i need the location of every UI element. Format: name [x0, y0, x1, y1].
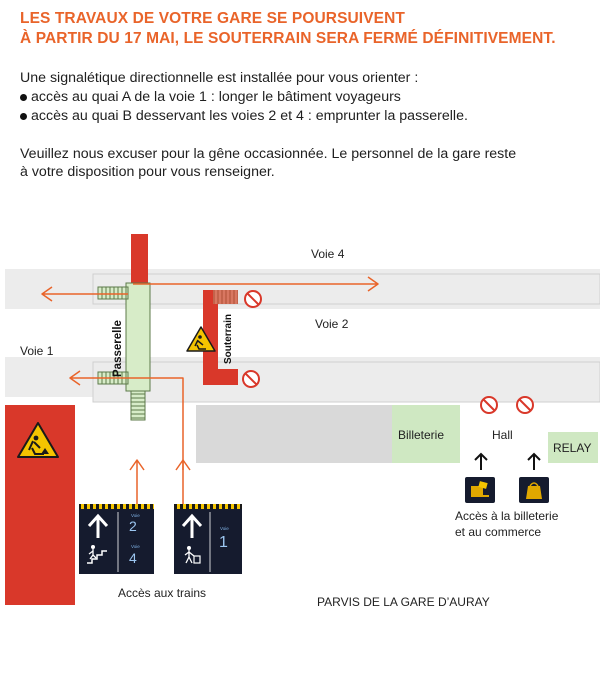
notice-intro: Une signalétique directionnelle est installée pour vous orienter :: [20, 70, 419, 86]
no-entry-icon: [517, 397, 533, 413]
sign-quai-b: [79, 504, 154, 574]
notice-apology-line2: à votre disposition pour vous renseigner.: [20, 164, 275, 180]
passerelle-stairs-top: [98, 287, 128, 299]
acces-trains-label: Accès aux trains: [118, 586, 207, 600]
no-entry-icon: [243, 371, 259, 387]
relay-label: RELAY: [553, 441, 592, 455]
notice-title-line2: À PARTIR DU 17 MAI, LE SOUTERRAIN SERA FERMÉ DÉFINITIVEMENT.: [20, 30, 556, 47]
passerelle-walkway: [126, 283, 150, 391]
acces-billeterie-line2: et au commerce: [455, 525, 542, 539]
platform-quai-b: [93, 274, 600, 304]
souterrain-stairs-top: [213, 290, 238, 304]
passerelle-stairs-bottom: [131, 391, 145, 420]
passerelle-red-extension: [131, 234, 148, 286]
sign-voie-4-number: 4: [129, 550, 137, 566]
no-entry-icon: [245, 291, 261, 307]
station-building: [196, 405, 392, 463]
notice-title-line1: LES TRAVAUX DE VOTRE GARE SE POURSUIVENT: [20, 10, 405, 27]
souterrain-label: Souterrain: [223, 313, 234, 364]
voie-4-label: Voie 4: [311, 247, 345, 261]
hall-label: Hall: [492, 428, 513, 442]
voie-2-label: Voie 2: [315, 317, 349, 331]
shop-bag-icon: [519, 477, 549, 503]
billeterie-label: Billeterie: [398, 428, 445, 442]
voie-1-label: Voie 1: [20, 344, 54, 358]
acces-billeterie-line1: Accès à la billeterie: [455, 509, 559, 523]
route-arrow-voie1-up: [176, 460, 190, 470]
sign-voie-tag: Voie: [131, 544, 140, 549]
sign-voie-tag: Voie: [131, 513, 140, 518]
sign-voie-2-number: 2: [129, 518, 137, 534]
platform-quai-a: [93, 362, 600, 402]
sign-voie-tag: Voie: [220, 526, 229, 531]
bullet-text: accès au quai B desservant les voies 2 et 4 : emprunter la passerelle.: [31, 108, 468, 124]
sign-quai-a: [174, 504, 242, 574]
parvis-label: PARVIS DE LA GARE D’AURAY: [317, 595, 490, 609]
notice-apology-line1: Veuillez nous excuser pour la gêne occasionnée. Le personnel de la gare reste: [20, 146, 517, 162]
sign-voie-1-number: 1: [219, 534, 228, 551]
no-entry-icon: [481, 397, 497, 413]
bullet-text: accès au quai A de la voie 1 : longer le bâtiment voyageurs: [31, 89, 401, 105]
ticket-office-icon: [465, 477, 495, 503]
passerelle-label: Passerelle: [112, 320, 124, 377]
